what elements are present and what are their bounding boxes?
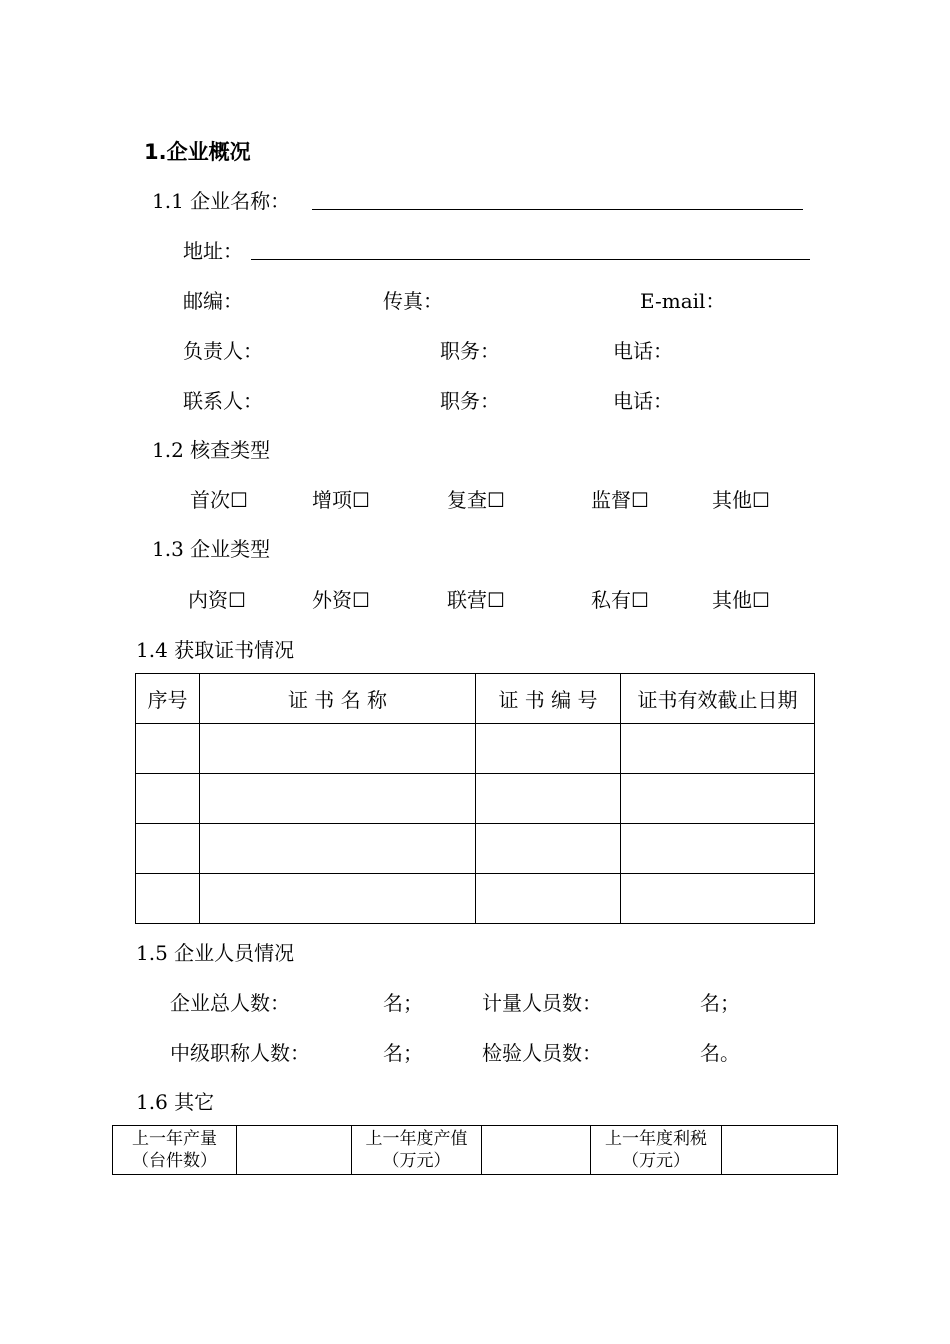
- certificate-table: [135, 673, 815, 924]
- table-cell[interactable]: [476, 874, 621, 924]
- production-value-line2: （万元）: [382, 1151, 451, 1171]
- head-position-label: 职务：: [440, 339, 500, 363]
- header-seq: 序号: [136, 674, 200, 724]
- table-cell[interactable]: [200, 774, 476, 824]
- table-row: [113, 1126, 838, 1175]
- inspection-staff-label: 检验人员数：: [482, 1041, 602, 1065]
- section-title: 1.企业概况: [144, 140, 251, 164]
- output-label-line2: （台件数）: [132, 1151, 217, 1171]
- mid-title-staff-label: 中级职称人数：: [170, 1041, 310, 1065]
- output-label-line1: 上一年产量: [132, 1129, 217, 1149]
- table-cell[interactable]: [200, 874, 476, 924]
- email-label: E-mail：: [640, 289, 726, 313]
- profit-tax-value-cell[interactable]: [722, 1126, 838, 1175]
- company-name-label: 1.1 企业名称：: [152, 189, 291, 213]
- table-cell[interactable]: [621, 774, 815, 824]
- table-cell[interactable]: [200, 824, 476, 874]
- head-phone-label: 电话：: [613, 339, 673, 363]
- total-staff-label: 企业总人数：: [170, 991, 290, 1015]
- address-label: 地址：: [183, 239, 243, 263]
- header-expiry: 证书有效截止日期: [621, 674, 815, 724]
- check-type-first[interactable]: 首次☐: [190, 488, 248, 512]
- header-cert-name: 证 书 名 称: [200, 674, 476, 724]
- company-type-domestic[interactable]: 内资☐: [188, 588, 246, 612]
- table-cell[interactable]: [476, 824, 621, 874]
- check-type-add[interactable]: 增项☐: [312, 488, 370, 512]
- table-cell[interactable]: [136, 774, 200, 824]
- fax-label: 传真：: [383, 289, 443, 313]
- output-value-cell[interactable]: [237, 1126, 352, 1175]
- table-row: [136, 824, 815, 874]
- other-label: 1.6 其它: [136, 1090, 215, 1114]
- inspection-staff-unit: 名。: [700, 1041, 740, 1065]
- company-type-other[interactable]: 其他☐: [712, 588, 770, 612]
- table-cell[interactable]: [136, 824, 200, 874]
- company-name-line[interactable]: [312, 209, 803, 210]
- check-type-label: 1.2 核查类型: [152, 438, 271, 462]
- profit-tax-line1: 上一年度利税: [605, 1129, 707, 1149]
- company-type-joint[interactable]: 联营☐: [447, 588, 505, 612]
- check-type-supervise[interactable]: 监督☐: [591, 488, 649, 512]
- profit-tax-line2: （万元）: [622, 1151, 690, 1171]
- mid-title-staff-unit: 名；: [383, 1041, 423, 1065]
- metrology-staff-unit: 名；: [700, 991, 740, 1015]
- metrology-staff-label: 计量人员数：: [482, 991, 602, 1015]
- other-table: [112, 1125, 838, 1175]
- table-header-row: [136, 674, 815, 724]
- check-type-review[interactable]: 复查☐: [447, 488, 505, 512]
- address-line[interactable]: [251, 259, 810, 260]
- personnel-label: 1.5 企业人员情况: [136, 941, 295, 965]
- company-type-foreign[interactable]: 外资☐: [312, 588, 370, 612]
- table-cell[interactable]: [200, 724, 476, 774]
- table-cell[interactable]: [621, 724, 815, 774]
- company-type-private[interactable]: 私有☐: [591, 588, 649, 612]
- table-cell[interactable]: [136, 724, 200, 774]
- production-value-label-cell: [352, 1126, 482, 1175]
- table-row: [136, 874, 815, 924]
- certificate-label: 1.4 获取证书情况: [136, 638, 295, 662]
- company-type-label: 1.3 企业类型: [152, 537, 271, 561]
- table-row: [136, 724, 815, 774]
- table-row: [136, 774, 815, 824]
- check-type-other[interactable]: 其他☐: [712, 488, 770, 512]
- contact-phone-label: 电话：: [613, 389, 673, 413]
- head-person-label: 负责人：: [183, 339, 263, 363]
- contact-person-label: 联系人：: [183, 389, 263, 413]
- production-value-cell[interactable]: [482, 1126, 591, 1175]
- table-cell[interactable]: [476, 724, 621, 774]
- contact-position-label: 职务：: [440, 389, 500, 413]
- total-staff-unit: 名；: [383, 991, 423, 1015]
- table-cell[interactable]: [136, 874, 200, 924]
- header-cert-no: 证 书 编 号: [476, 674, 621, 724]
- production-value-line1: 上一年度产值: [365, 1129, 468, 1149]
- profit-tax-label-cell: [591, 1126, 722, 1175]
- postcode-label: 邮编：: [183, 289, 243, 313]
- table-cell[interactable]: [621, 874, 815, 924]
- output-label-cell: [113, 1126, 237, 1175]
- table-cell[interactable]: [621, 824, 815, 874]
- table-cell[interactable]: [476, 774, 621, 824]
